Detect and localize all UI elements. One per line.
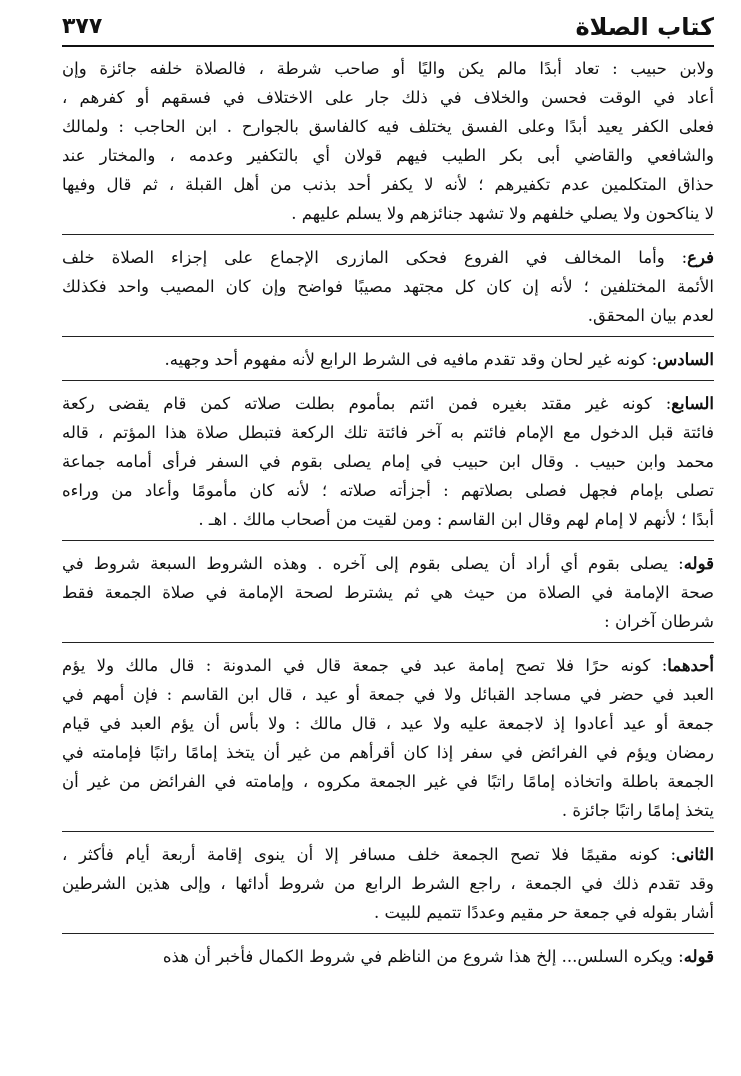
paragraph-lead-word: السادس [657, 350, 714, 369]
paragraph-divider [62, 933, 714, 934]
line-text: شرطان آخران : [604, 612, 714, 631]
text-line [62, 549, 714, 578]
line-text: : كونه غير مقتد بغيره فمن ائتم بمأموم بطلت صلاته كمن قام يقضى ركعة [62, 394, 672, 413]
page-header [62, 6, 714, 42]
text-line [62, 942, 714, 971]
line-text: أبدًا ؛ لأنهم لا إمام لهم وقال ابن القاسم : ومن لقيت من أصحاب مالك . اهـ . [198, 510, 714, 529]
line-text: : وأما المخالف في الفروع فحكى المازرى الإجماع على إجزاء الصلاة خلف [62, 248, 688, 267]
line-text: تصلى بإمام فجهل فصلى بصلاتهم : أجزأته صلاته ؛ لأنه كان مأمومًا وأعاد من وراءه [62, 481, 714, 500]
text-line [62, 243, 714, 272]
book-page [62, 0, 714, 1076]
line-text: رمضان ويؤم في الفرائض في سفر إذا كان أقرأهم من غير أن يتخذ إمامًا راتبًا فإمامته في [62, 743, 714, 762]
text-line [62, 840, 714, 869]
line-text: : كونه غير لحان وقد تقدم مافيه فى الشرط الرابع لأنه مفهوم أحد وجهيه. [164, 350, 658, 369]
paragraph [62, 389, 714, 534]
text-line [62, 651, 714, 680]
line-text: والشافعي والقاضي أبى بكر الطيب فيهم قولان أي بالتكفير وعدمه ، والمختار عند [62, 146, 714, 165]
text-line [62, 83, 714, 112]
text-line [62, 607, 714, 636]
paragraph-lead-word: قوله [683, 554, 714, 573]
text-line [62, 447, 714, 476]
text-line [62, 869, 714, 898]
line-text: الجمعة باطلة واتخاذه إمامًا راتبًا في غير الجمعة مكروه ، وإمامته في الفرائض من غير أن [62, 772, 714, 791]
text-line [62, 112, 714, 141]
text-line [62, 578, 714, 607]
paragraph [62, 651, 714, 825]
line-text: : كونه حرًا فلا تصح إمامة عبد في جمعة قال في المدونة : قال مالك ولا يؤم [62, 656, 668, 675]
line-text: فعلى الكفر يعيد أبدًا وعلى الفسق يختلف فيه كالفاسق بالجوارح . ابن الحاجب : ولمالك [62, 117, 714, 136]
line-text: فائتة قبل الدخول مع الإمام فائتم به آخر فائتة تلك الركعة فتبطل صلاة هذا المؤتم ، قاله [62, 423, 714, 442]
text-line [62, 476, 714, 505]
line-text: صحة الإمامة في الصلاة من حيث هي ثم يشترط لصحة الإمامة في صلاة الجمعة فقط [62, 583, 714, 602]
text-line [62, 796, 714, 825]
line-text: : كونه مقيمًا فلا تصح الجمعة خلف مسافر إلا أن ينوى إقامة أربعة أيام فأكثر ، [62, 845, 677, 864]
text-line [62, 767, 714, 796]
line-text: أعاد في الوقت فحسن والخلاف في ذلك جار على الاختلاف في فسقهم أو كفرهم ، [62, 88, 714, 107]
paragraph-lead-word: قوله [683, 947, 714, 966]
line-text: الأئمة المختلفين ؛ لأنه إن كان كل مجتهد مصيبًا فواضح وإن كان المصيب واحد فكذلك [62, 277, 714, 296]
paragraph-lead-word: السابع [671, 394, 714, 413]
line-text: : ويكره السلس... إلخ هذا شروع من الناظم في شروط الكمال فأخبر أن هذه [162, 947, 684, 966]
running-title: كتاب الصلاة [575, 13, 714, 41]
line-text: جمعة أو عيد أعادوا إذ لاجمعة عليه ولا عيد ، قال مالك : ولا بأس أن يؤم العبد في قيام [62, 714, 714, 733]
header-rule [62, 45, 714, 47]
paragraph [62, 243, 714, 330]
text-line [62, 898, 714, 927]
line-text: أشار بقوله في جمعة حر مقيم وعددًا تتميم للبيت . [374, 903, 714, 922]
paragraph [62, 345, 714, 374]
paragraph-divider [62, 234, 714, 235]
paragraph [62, 942, 714, 971]
paragraph-lead-word: فرع [687, 248, 714, 267]
line-text: يتخذ إمامًا راتبًا جائزة . [561, 801, 714, 820]
text-line [62, 418, 714, 447]
paragraph-divider [62, 831, 714, 832]
paragraph-lead-word: الثانى [676, 845, 714, 864]
page-body [62, 54, 714, 971]
text-line [62, 738, 714, 767]
text-line [62, 170, 714, 199]
line-text: : يصلى بقوم أي أراد أن يصلى بقوم إلى آخره . وهذه الشروط السبعة شروط في [62, 554, 684, 573]
text-line [62, 389, 714, 418]
paragraph [62, 549, 714, 636]
paragraph-lead-word: أحدهما [667, 656, 714, 675]
text-line [62, 709, 714, 738]
paragraph [62, 840, 714, 927]
text-line [62, 505, 714, 534]
line-text: العبد في حضر في مساجد القبائل ولا في جمعة أو عيد ، قال ابن القاسم : فإن أمهم في [62, 685, 714, 704]
line-text: وقد تقدم ذلك في الجمعة ، راجع الشرط الرابع من شروط أدائها ، وإلى هذين الشرطين [62, 874, 714, 893]
paragraph-divider [62, 336, 714, 337]
paragraph-divider [62, 642, 714, 643]
text-line [62, 199, 714, 228]
line-text: لعدم بيان المحقق. [587, 306, 714, 325]
paragraph-divider [62, 380, 714, 381]
line-text: محمد وابن حبيب . وقال ابن حبيب في إمام يصلى بقوم في السفر فرأى أمامه جماعة [62, 452, 714, 471]
paragraph [62, 54, 714, 228]
text-line [62, 301, 714, 330]
page-number: ٣٧٧ [62, 14, 103, 39]
line-text: لا يناكحون ولا يصلي خلفهم ولا تشهد جنائزهم ولا يسلم عليهم . [291, 204, 714, 223]
line-text: ولابن حبيب : تعاد أبدًا مالم يكن واليًا أو صاحب شرطة ، فالصلاة خلفه جائزة وإن [62, 59, 714, 78]
paragraph-divider [62, 540, 714, 541]
text-line [62, 345, 714, 374]
text-line [62, 141, 714, 170]
text-line [62, 272, 714, 301]
text-line [62, 54, 714, 83]
line-text: حذاق المتكلمين عدم تكفيرهم ؛ لأنه لا يكفر أحد بذنب من أهل القبلة ، ثم قال وفيها [62, 175, 714, 194]
text-line [62, 680, 714, 709]
